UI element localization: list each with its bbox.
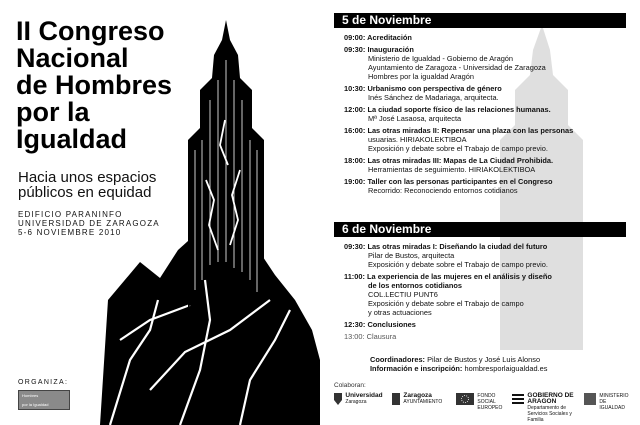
gobierno-aragon-logo — [512, 392, 576, 423]
logo-text — [403, 393, 442, 405]
item-heading — [344, 242, 634, 251]
logo-text — [527, 393, 575, 423]
item-time: 16:00: — [344, 126, 366, 135]
schedule-item — [344, 177, 634, 195]
item-heading — [344, 126, 634, 135]
schedule-item — [344, 45, 634, 81]
info-link[interactable]: hombresporlaigualdad.es — [464, 364, 548, 373]
item-heading — [344, 332, 634, 341]
logo-sub: Departamento de Servicios Sociales y Familia — [527, 405, 572, 423]
logo-sub: Zaragoza — [345, 399, 367, 405]
schedule-item — [344, 126, 634, 153]
title-line: de Hombres — [16, 70, 173, 100]
zaragoza-ayuntamiento-logo — [392, 393, 450, 417]
title-line: II Congreso — [16, 16, 165, 46]
logo-text — [345, 393, 382, 405]
item-detail: Herramientas de seguimiento. HIRIAKOLEKTIBOA — [368, 165, 536, 174]
logo-sub: AYUNTAMIENTO — [403, 399, 443, 405]
title-line: Nacional — [16, 43, 129, 73]
collaborator-logos — [334, 392, 634, 423]
item-time: 10:30: — [344, 84, 366, 93]
item-heading — [344, 320, 634, 329]
item-time: 19:00: — [344, 177, 366, 186]
item-time: 11:00: — [344, 272, 365, 281]
program-panel — [320, 0, 640, 425]
item-heading — [344, 105, 634, 114]
item-title: La ciudad soporte físico de las relaciones humanas. — [367, 105, 551, 114]
title-line: por la — [16, 97, 90, 127]
item-title: Clausura — [366, 332, 397, 341]
item-detail: Hombres por la igualdad Aragón — [368, 72, 474, 81]
congress-title — [16, 18, 216, 153]
logo-name: GOBIERNO DE ARAGON — [527, 392, 574, 405]
venue-line: UNIVERSIDAD DE ZARAGOZA — [18, 219, 160, 228]
info-row — [370, 364, 635, 373]
item-detail: Ministerio de Igualdad - Gobierno de Aragón — [368, 54, 514, 63]
logo-name: Zaragoza — [403, 392, 432, 399]
logo-sub: FONDO SOCIAL EUROPEO — [477, 393, 503, 411]
organizer-logo-line: por la Igualdad — [22, 402, 49, 407]
item-heading — [344, 84, 634, 93]
item-detail: Pilar de Bustos, arquitecta — [368, 251, 455, 260]
coordinators-label: Coordinadores: — [370, 355, 426, 364]
item-title: Acreditación — [367, 33, 412, 42]
item-detail: Mª José Lasaosa, arquitecta — [368, 114, 462, 123]
schedule-item — [344, 156, 634, 174]
shield-icon — [334, 393, 342, 405]
item-detail: Inés Sánchez de Madariaga, arquitecta. — [368, 93, 499, 102]
venue-line: EDIFICIO PARANINFO — [18, 210, 123, 219]
schedule-item — [344, 320, 634, 329]
universidad-zaragoza-logo — [334, 393, 384, 417]
spain-coat-of-arms-icon — [584, 393, 596, 405]
schedule-item — [344, 84, 634, 102]
schedule-item — [344, 105, 634, 123]
item-title: Urbanismo con perspectiva de género — [367, 84, 502, 93]
day-header-6-nov: 6 de Noviembre — [334, 222, 626, 237]
logo-sub: MINISTERIO DE IGUALDAD — [599, 393, 629, 411]
item-title: Las otras miradas III: Mapas de La Ciudad Prohibida. — [367, 156, 554, 165]
schedule-item — [344, 242, 634, 269]
logo-name: Universidad — [345, 392, 383, 399]
ministerio-igualdad-logo — [584, 393, 632, 417]
organizer-logo-line: Hombres — [22, 393, 39, 398]
item-detail: Exposición y debate sobre el Trabajo de campo previo. — [368, 260, 548, 269]
item-title: Conclusiones — [367, 320, 416, 329]
subtitle-line: públicos en equidad — [18, 184, 152, 201]
coordinators-value: Pilar de Bustos y José Luis Alonso — [427, 355, 541, 364]
item-time: 09:30: — [344, 242, 366, 251]
subtitle-line: Hacia unos espacios — [18, 169, 157, 186]
schedule-item — [344, 272, 634, 317]
venue-line: 5-6 NOVIEMBRE 2010 — [18, 228, 122, 237]
item-time: 13:00: — [344, 332, 365, 341]
fondo-social-europeo-logo — [456, 393, 506, 417]
item-detail: y otras actuaciones — [368, 308, 432, 317]
coordinators-row — [370, 355, 635, 364]
eu-flag-icon — [456, 393, 474, 405]
item-time: 12:30: — [344, 320, 366, 329]
item-detail: Exposición y debate sobre el Trabajo de campo previo. — [368, 144, 548, 153]
item-title: Inauguración — [367, 45, 414, 54]
item-title: La experiencia de las mujeres en el análisis y diseño — [367, 272, 552, 281]
title-line: Igualdad — [16, 124, 128, 154]
item-time: 09:00: — [344, 33, 366, 42]
item-detail: Ayuntamiento de Zaragoza - Universidad de Zaragoza — [368, 63, 546, 72]
item-time: 09:30: — [344, 45, 366, 54]
item-heading — [344, 156, 634, 165]
schedule-day-2 — [344, 242, 634, 344]
item-heading — [344, 45, 634, 54]
item-heading — [344, 272, 634, 281]
logo-text — [477, 393, 505, 411]
collaborators-label: Colaboran: — [334, 382, 366, 389]
item-detail: usuarias. HIRIAKOLEKTIBOA — [368, 135, 467, 144]
organiza-label: ORGANIZA: — [18, 379, 69, 386]
organizer-logo — [18, 390, 70, 410]
item-detail: de los entornos cotidianos — [368, 281, 463, 290]
info-label: Información e inscripción: — [370, 364, 463, 373]
item-detail: Exposición y debate sobre el Trabajo de campo — [368, 299, 524, 308]
schedule-item — [344, 332, 634, 341]
day-header-5-nov: 5 de Noviembre — [334, 13, 626, 28]
aragon-stripes-icon — [512, 393, 524, 405]
item-detail: COL.LECTIU PUNT6 — [368, 290, 438, 299]
schedule-item — [344, 33, 634, 42]
item-time: 18:00: — [344, 156, 366, 165]
venue-info — [18, 210, 198, 237]
item-detail: Recorrido: Reconociendo entornos cotidianos — [368, 186, 518, 195]
item-title: Taller con las personas participantes en el Congreso — [367, 177, 553, 186]
item-title: Las otras miradas II: Repensar una plaza con las personas — [367, 126, 574, 135]
congress-subtitle — [18, 170, 198, 200]
item-time: 12:00: — [344, 105, 366, 114]
contact-block — [370, 355, 635, 373]
item-heading — [344, 177, 634, 186]
logo-text — [599, 393, 631, 411]
item-heading — [344, 33, 634, 42]
crest-icon — [392, 393, 400, 405]
item-title: Las otras miradas I: Diseñando la ciudad del futuro — [367, 242, 548, 251]
schedule-day-1 — [344, 33, 634, 198]
